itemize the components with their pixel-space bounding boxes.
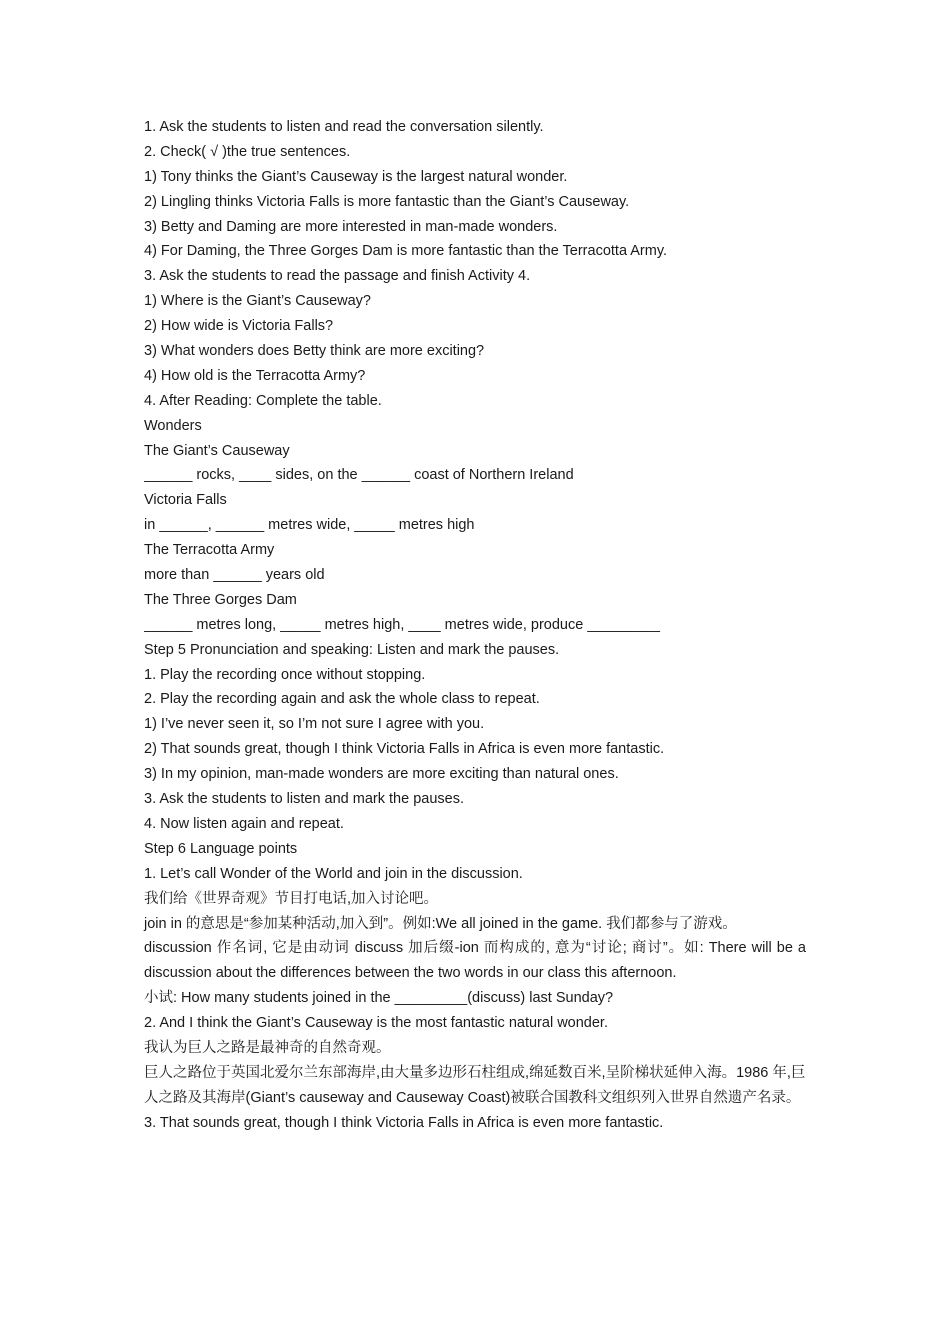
text-line: 1. Let’s call Wonder of the World and join in the discussion. <box>144 865 523 882</box>
text-line: 3. Ask the students to listen and mark the pauses. <box>144 791 464 808</box>
table-wonder-name: Victoria Falls <box>144 492 227 509</box>
table-wonder-name: The Three Gorges Dam <box>144 591 297 608</box>
text-line: 3) In my opinion, man-made wonders are more exciting than natural ones. <box>144 766 619 783</box>
table-wonder-facts: ______ rocks, ____ sides, on the ______ coast of Northern Ireland <box>144 467 574 484</box>
table-wonder-name: The Terracotta Army <box>144 542 275 559</box>
text-line: 1. Ask the students to listen and read the conversation silently. <box>144 119 544 135</box>
paragraph-giants-causeway: 巨人之路位于英国北爱尔兰东部海岸,由大量多边形石柱组成,绵延数百米,呈阶梯状延伸入海。1986 年,巨人之路及其海岸(Giant’s causeway and Causeway Coast)被联合国教科文组织列入世界自然遗产名录。 <box>144 1064 806 1106</box>
text-line: 2. Play the recording again and ask the whole class to repeat. <box>144 691 540 708</box>
table-wonder-facts: more than ______ years old <box>144 567 325 584</box>
document-body <box>144 115 806 1136</box>
text-line: 1) Tony thinks the Giant’s Causeway is the largest natural wonder. <box>144 168 568 185</box>
text-line: 4) How old is the Terracotta Army? <box>144 367 366 384</box>
table-header: Wonders <box>144 417 202 434</box>
exercise-line: 小试: How many students joined in the _________(discuss) last Sunday? <box>144 990 614 1007</box>
text-line: 3. Ask the students to read the passage and finish Activity 4. <box>144 268 531 285</box>
table-wonder-facts: ______ metres long, _____ metres high, ____ metres wide, produce _________ <box>144 616 660 633</box>
text-line: 2) That sounds great, though I think Victoria Falls in Africa is even more fantastic. <box>144 741 665 758</box>
section-heading: Step 5 Pronunciation and speaking: Listen and mark the pauses. <box>144 641 560 658</box>
text-line: 4) For Daming, the Three Gorges Dam is more fantastic than the Terracotta Army. <box>144 243 668 260</box>
text-line: 2) How wide is Victoria Falls? <box>144 318 334 335</box>
text-line: 1. Play the recording once without stopping. <box>144 666 426 683</box>
text-line: 2. And I think the Giant’s Causeway is the most fantastic natural wonder. <box>144 1015 608 1032</box>
text-line: 1) I’ve never seen it, so I’m not sure I agree with you. <box>144 716 485 733</box>
text-line: 4. After Reading: Complete the table. <box>144 392 382 409</box>
text-line: 4. Now listen again and repeat. <box>144 815 344 832</box>
text-line-chinese: 我们给《世界奇观》节目打电话,加入讨论吧。 <box>144 890 439 907</box>
paragraph-join-in: join in 的意思是“参加某种活动,加入到”。例如:We all joined in the game. 我们都参与了游戏。 <box>144 915 737 932</box>
table-wonder-name: The Giant’s Causeway <box>144 442 290 459</box>
text-line-chinese: 我认为巨人之路是最神奇的自然奇观。 <box>144 1040 391 1056</box>
table-wonder-facts: in ______, ______ metres wide, _____ metres high <box>144 517 475 534</box>
text-line: 1) Where is the Giant’s Causeway? <box>144 293 372 310</box>
text-line: 2. Check( √ )the true sentences. <box>144 143 351 160</box>
section-heading: Step 6 Language points <box>144 840 298 857</box>
text-line: 3) What wonders does Betty think are more exciting? <box>144 343 485 360</box>
text-line: 3) Betty and Daming are more interested in man-made wonders. <box>144 218 558 235</box>
paragraph-discussion: discussion 作名词, 它是由动词 discuss 加后缀-ion 而构成的, 意为“讨论; 商讨”。如: There will be a discussion about the differences between the two words in our class this afternoon. <box>144 940 806 982</box>
text-line: 2) Lingling thinks Victoria Falls is more fantastic than the Giant’s Causeway. <box>144 193 630 210</box>
text-line: 3. That sounds great, though I think Victoria Falls in Africa is even more fantastic. <box>144 1114 664 1131</box>
